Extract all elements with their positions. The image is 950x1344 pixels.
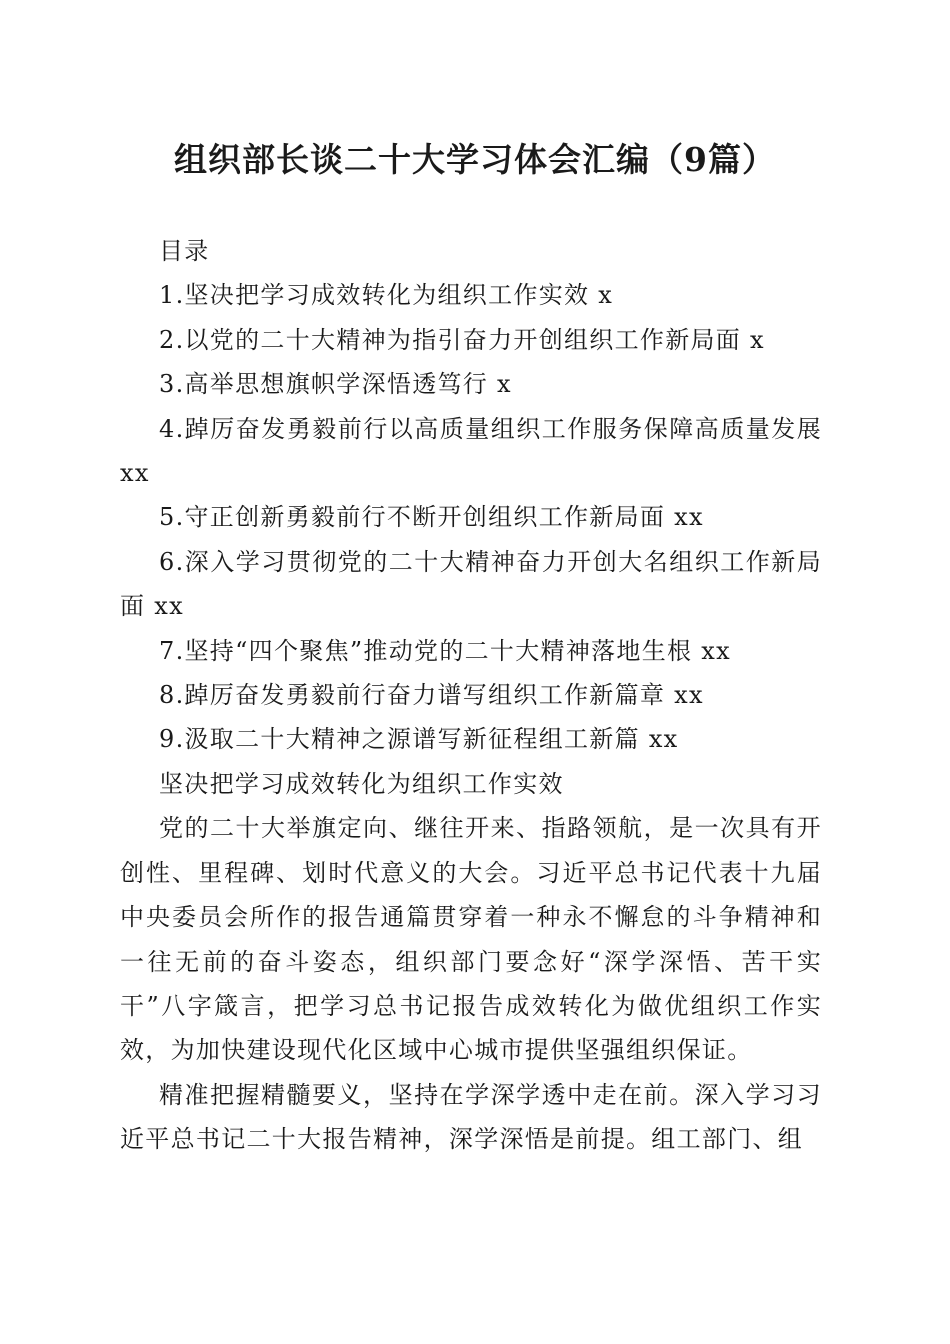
toc-item: 9.汲取二十大精神之源谱写新征程组工新篇 xx — [159, 725, 679, 754]
document-body — [120, 229, 822, 1162]
body-paragraph: 精准把握精髓要义，坚持在学深学透中走在前。深入学习习近平总书记二十大报告精神，深学深悟是前提。组工部门、组 — [120, 1080, 822, 1154]
toc-item: 8.踔厉奋发勇毅前行奋力谱写组织工作新篇章 xx — [159, 681, 704, 710]
document-title: 组织部长谈二十大学习体会汇编（9篇） — [174, 140, 776, 179]
toc-item: 1.坚决把学习成效转化为组织工作实效 x — [159, 281, 614, 310]
toc-item: 3.高举思想旗帜学深悟透笃行 x — [159, 370, 512, 399]
body-paragraph: 党的二十大举旗定向、继往开来、指路领航，是一次具有开创性、里程碑、划时代意义的大会。习近平总书记代表十九届中央委员会所作的报告通篇贯穿着一种永不懈怠的斗争精神和一往无前的奋斗姿态，组织部门要念好“深学深悟、苦干实干”八字箴言，把学习总书记报告成效转化为做优组织工作实效，为加快建设现代化区域中心城市提供坚强组织保证。 — [120, 814, 822, 1065]
section-title: 坚决把学习成效转化为组织工作实效 — [159, 769, 564, 798]
toc-item: 6.深入学习贯彻党的二十大精神奋力开创大名组织工作新局面 xx — [120, 547, 822, 621]
toc-item: 2.以党的二十大精神为指引奋力开创组织工作新局面 x — [159, 325, 765, 354]
toc-item: 4.踔厉奋发勇毅前行以高质量组织工作服务保障高质量发展 xx — [120, 414, 822, 488]
toc-item: 7.坚持“四个聚焦”推动党的二十大精神落地生根 xx — [159, 636, 731, 665]
toc-item: 5.守正创新勇毅前行不断开创组织工作新局面 xx — [159, 503, 704, 532]
toc-heading: 目录 — [159, 237, 210, 265]
